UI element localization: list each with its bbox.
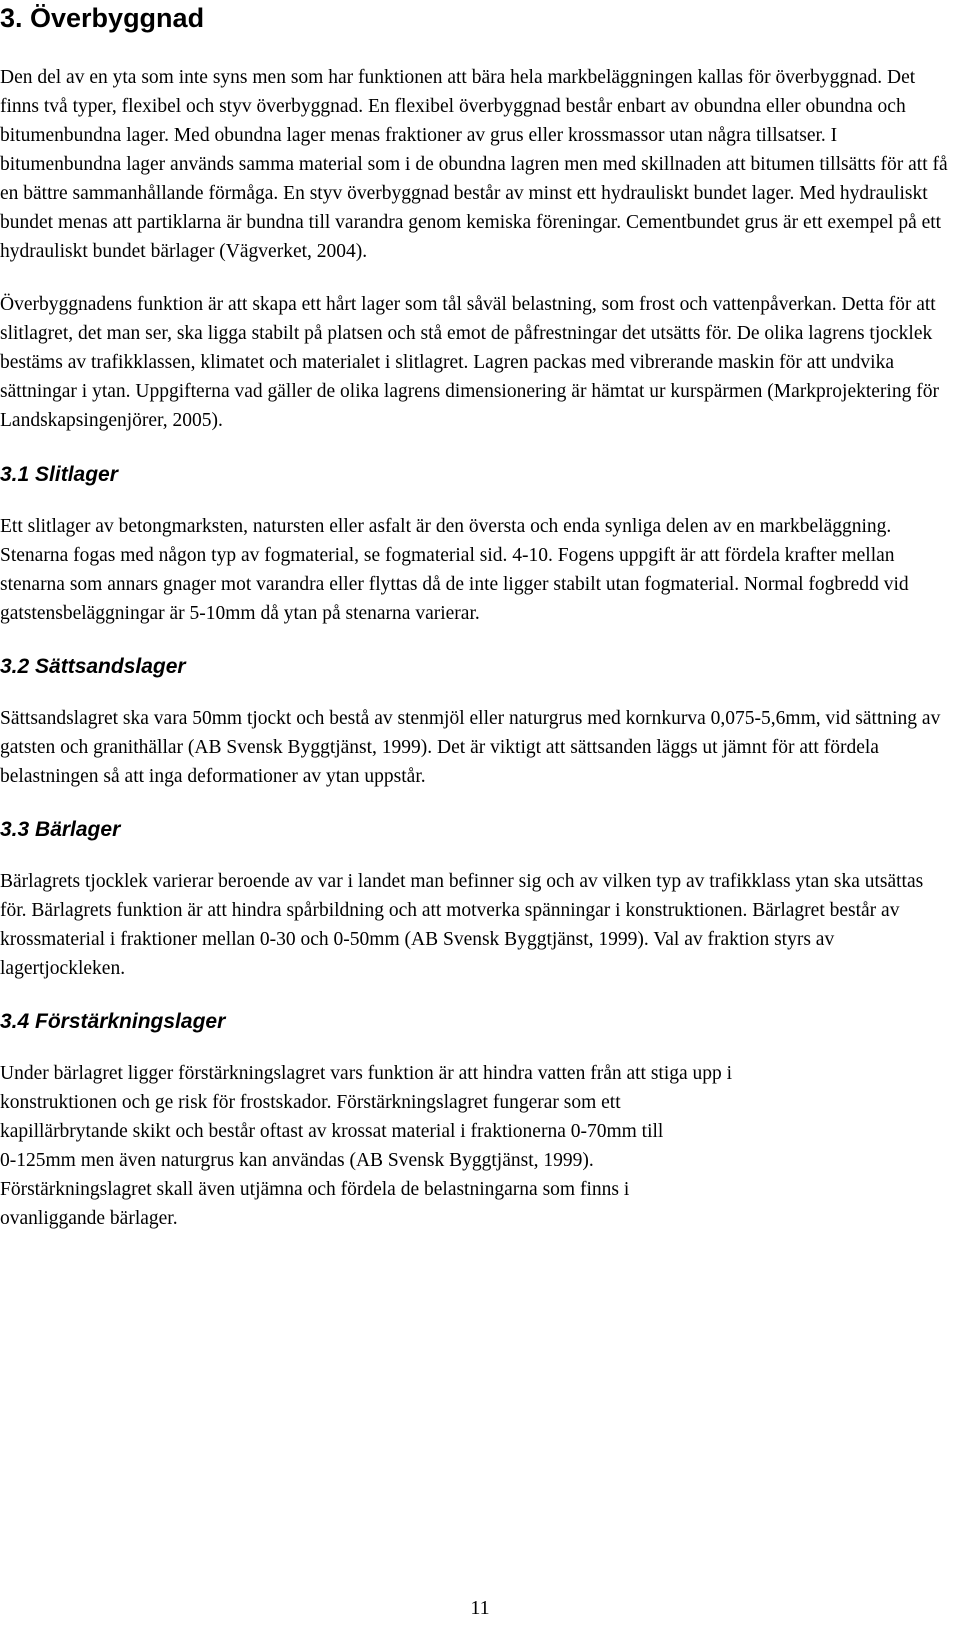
text-line: ovanliggande bärlager. xyxy=(0,1208,178,1229)
text-line: 0-125mm men även naturgrus kan användas (AB Svensk Byggtjänst, 1999). xyxy=(0,1150,594,1171)
text-line: Förstärkningslagret skall även utjämna och fördela de belastningarna som finns i xyxy=(0,1179,630,1200)
intro-paragraph-1: Den del av en yta som inte syns men som har funktionen att bära hela markbeläggningen kallas för överbyggnad. Det finns två typer, flexibel och styv överbyggnad. En flexibel överbyggnad består enbart av obundna eller obundna och bitumenbundna lager. Med obundna lager menas fraktioner av grus eller krossmassor utan några tillsatser. I bitumenbundna lager används samma material som i de obundna lagren men med skillnaden att bitumen tillsätts för att få en bättre sammanhållande förmåga. En styv överbyggnad består av minst ett hydrauliskt bundet lager. Med hydrauliskt bundet menas att partiklarna är bundna till varandra genom kemiska föreningar. Cementbundet grus är ett exempel på ett hydrauliskt bundet bärlager (Vägverket, 2004). xyxy=(0,67,948,262)
text-line: konstruktionen och ge risk för frostskador. Förstärkningslagret fungerar som ett xyxy=(0,1092,621,1113)
section-text-sattsandslager: Sättsandslagret ska vara 50mm tjockt och bestå av stenmjöl eller naturgrus med kornkurva 0,075-5,6mm, vid sättning av gatsten och granithällar (AB Svensk Byggtjänst, 1999). Det är viktigt att sättsanden läggs ut jämnt för att fördela belastningen så att inga deformationer av ytan uppstår. xyxy=(0,708,941,787)
section-heading-barlager: 3.3 Bärlager xyxy=(0,818,121,841)
text-line: Under bärlagret ligger förstärkningslagret vars funktion är att hindra vatten från att stiga upp i xyxy=(0,1063,733,1084)
section-text-slitlager: Ett slitlager av betongmarksten, natursten eller asfalt är den översta och enda synliga delen av en markbeläggning. Stenarna fogas med någon typ av fogmaterial, se fogmaterial sid. 4-10. Fogens uppgift är att fördela krafter mellan stenarna som annars gnager mot varandra eller flyttas då de inte ligger stabilt utan fogmaterial. Normal fogbredd vid gatstensbeläggningar är 5-10mm då ytan på stenarna varierar. xyxy=(0,516,909,624)
chapter-heading: 3. Överbyggnad xyxy=(0,3,205,33)
section-text-forstarkningslager xyxy=(0,1059,950,1233)
text-line: kapillärbrytande skikt och består oftast av krossat material i fraktionerna 0-70mm till xyxy=(0,1121,664,1142)
section-heading-forstarkningslager: 3.4 Förstärkningslager xyxy=(0,1010,226,1033)
intro-paragraph-2: Överbyggnadens funktion är att skapa ett hårt lager som tål såväl belastning, som frost och vattenpåverkan. Detta för att slitlagret, det man ser, ska ligga stabilt på platsen och stå emot de påfrestningar det utsätts för. De olika lagrens tjocklek bestäms av trafikklassen, klimatet och materialet i slitlagret. Lagren packas med vibrerande maskin för att undvika sättningar i ytan. Uppgifterna vad gäller de olika lagrens dimensionering är hämtat ur kurspärmen (Markprojektering för Landskapsingenjörer, 2005). xyxy=(0,294,939,431)
section-text-barlager: Bärlagrets tjocklek varierar beroende av var i landet man befinner sig och av vilken typ av trafikklass ytan ska utsättas för. Bärlagrets funktion är att hindra spårbildning och att motverka spänningar i konstruktionen. Bärlagret består av krossmaterial i fraktioner mellan 0-30 och 0-50mm (AB Svensk Byggtjänst, 1999). Val av fraktion styrs av lagertjockleken. xyxy=(0,871,924,979)
section-heading-slitlager: 3.1 Slitlager xyxy=(0,463,118,486)
section-heading-sattsandslager: 3.2 Sättsandslager xyxy=(0,655,186,678)
page-number: 11 xyxy=(470,1597,490,1619)
